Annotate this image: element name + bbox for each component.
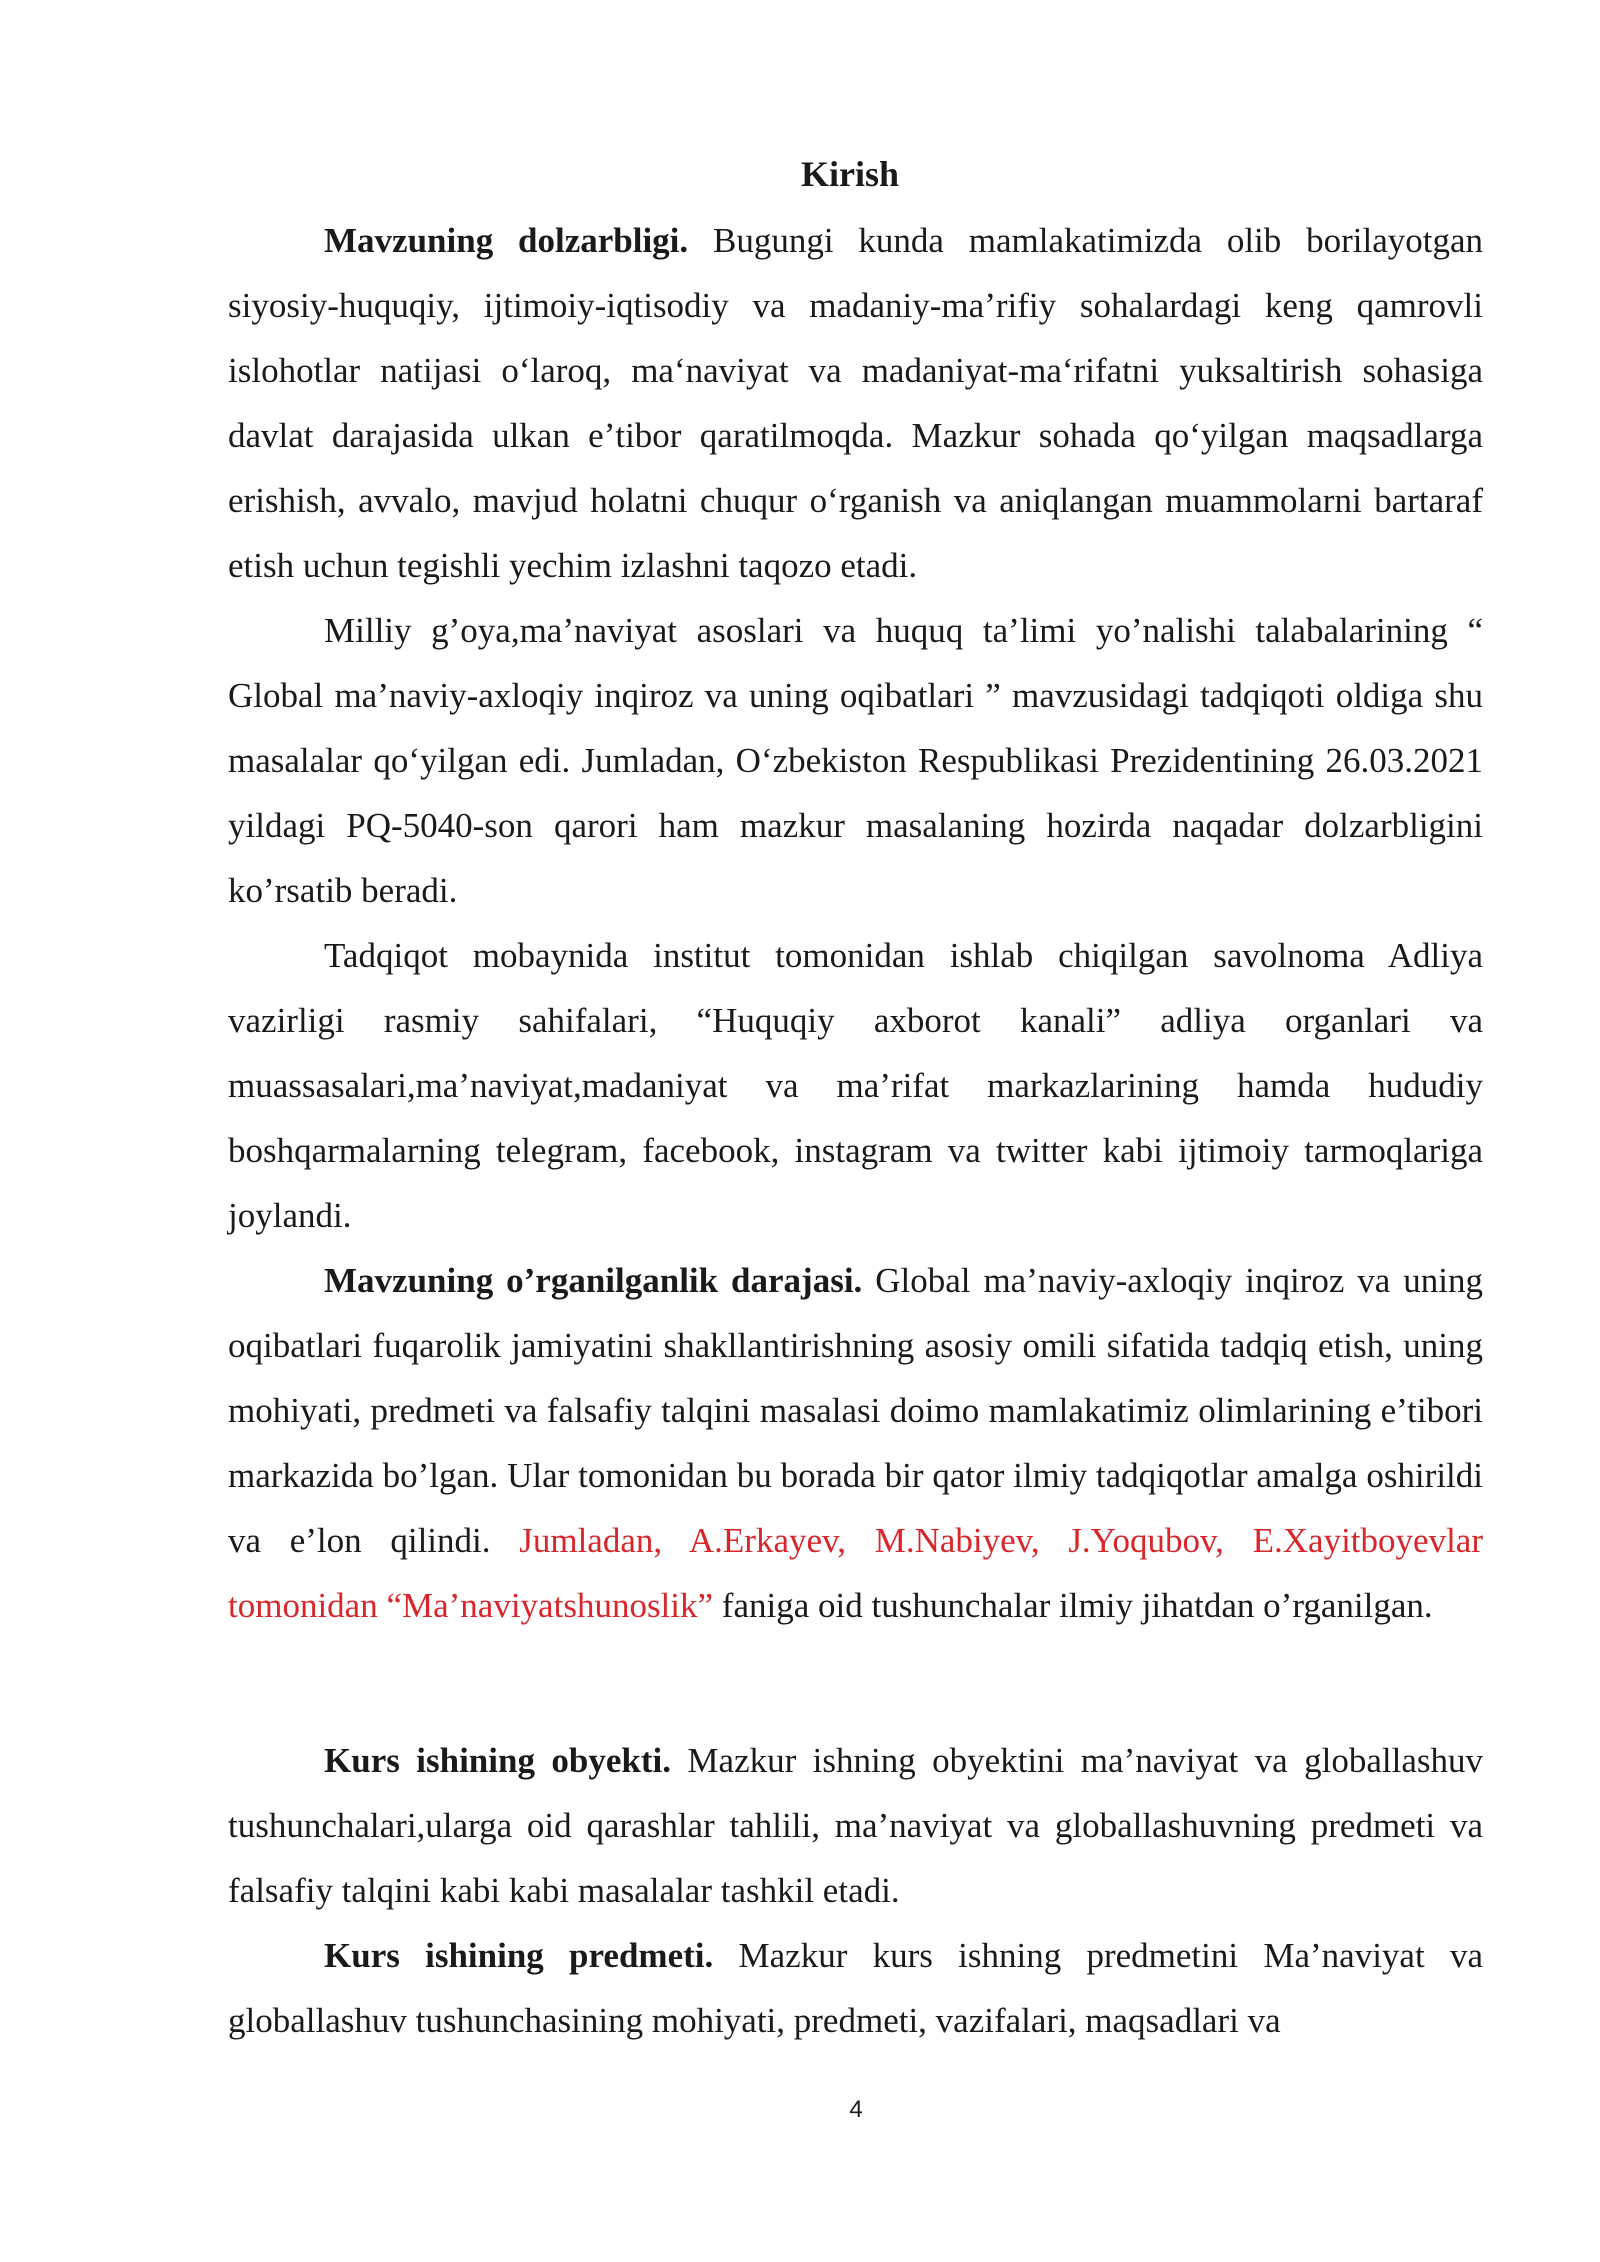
paragraph-relevance xyxy=(228,208,1483,598)
paragraph-study-level xyxy=(228,1248,1483,1638)
paragraph-text: Global ma’naviy-axloqiy inqiroz va uning oqibatlari fuqarolik jamiyatini shakllantirishning asosiy omili sifatida tadqiq etish, uning mohiyati, predmeti va falsafiy talqini masalasi doimo mamlakatimiz olimlarining e’tibori markazida bo’lgan. Ular tomonidan bu borada bir qator ilmiy tadqiqotlar amalga oshirildi va e’lon qilindi. xyxy=(228,1261,1484,1560)
page-number: 4 xyxy=(849,2096,863,2123)
paragraph-text: Bugungi kunda mamlakatimizda olib borilayotgan siyosiy-huquqiy, ijtimoiy-iqtisodiy va madaniy-maʼrifiy sohalardagi keng qamrovli islohotlar natijasi oʻlaroq, maʻnaviyat va madaniyat-maʻrifatni yuksaltirish sohasiga davlat darajasida ulkan eʼtibor qaratilmoqda. Mazkur sohada qoʻyilgan maqsadlarga erishish, avvalo, mavjud holatni chuqur oʻrganish va aniqlangan muammolarni bartaraf etish uchun tegishli yechim izlashni taqozo etadi. xyxy=(228,221,1483,585)
paragraph-subject xyxy=(228,1923,1483,2053)
paragraph-research-task xyxy=(228,598,1483,923)
paragraph-text: Mazkur ishning obyektini ma’naviyat va globallashuv tushunchalari,ularga oid qarashlar tahlili, ma’naviyat va globallashuvning predmeti va falsafiy talqini kabi kabi masalalar tashkil etadi. xyxy=(228,1741,1483,1910)
page-title: Kirish xyxy=(800,154,899,194)
paragraph-tail: faniga oid tushunchalar ilmiy jihatdan o’rganilgan. xyxy=(713,1586,1433,1625)
paragraph-text: Milliy g’oya,ma’naviyat asoslari va huquq ta’limi yo’nalishi talabalarining “ Global ma’naviy-axloqiy inqiroz va uning oqibatlari ” mavzusidagi tadqiqoti oldiga shu masalalar qoʻyilgan edi. Jumladan, Oʻzbekiston Respublikasi Prezidentining 26.03.2021 yildagi PQ-5040-son qarori ham mazkur masalaning hozirda naqadar dolzarbligini ko’rsatib beradi. xyxy=(228,611,1483,910)
paragraph-object xyxy=(228,1728,1483,1923)
paragraph-text: Tadqiqot mobaynida institut tomonidan ishlab chiqilgan savolnoma Adliya vazirligi rasmiy sahifalari, “Huquqiy axborot kanali” adliya organlari va muassasalari,ma’naviyat,madaniyat va ma’rifat markazlarining hamda hududiy boshqarmalarning telegram, facebook, instagram va twitter kabi ijtimoiy tarmoqlariga joylandi. xyxy=(228,936,1483,1235)
paragraph-lead: Mavzuning o’rganilganlik darajasi. xyxy=(324,1261,863,1300)
paragraph-survey xyxy=(228,923,1483,1248)
paragraph-lead: Kurs ishining predmeti. xyxy=(324,1936,714,1975)
paragraph-lead: Kurs ishining obyekti. xyxy=(324,1741,671,1780)
paragraph-text: Mazkur kurs ishning predmetini Ma’naviyat va globallashuv tushunchasining mohiyati, predmeti, vazifalari, maqsadlari va xyxy=(228,1936,1483,2040)
highlighted-authors: Jumladan, A.Erkayev, M.Nabiyev, J.Yoqubov, E.Xayitboyevlar tomonidan “Ma’naviyatshunoslik” xyxy=(228,1521,1483,1625)
paragraph-lead: Mavzuning dolzarbligi. xyxy=(324,221,689,260)
